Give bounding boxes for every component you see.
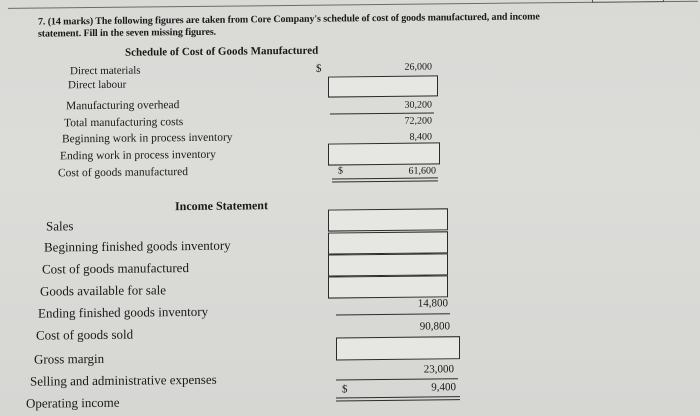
income-value-cogs: 90,800 [419, 320, 450, 333]
schedule-label-direct-labour: Direct labour [68, 78, 127, 92]
corner-tab [592, 0, 664, 3]
ending-fg-rule [336, 313, 450, 316]
beginning-fg-answer-box[interactable] [328, 231, 448, 254]
schedule-value-direct-materials: 26,000 [404, 61, 432, 73]
sales-answer-box[interactable] [328, 208, 448, 231]
question-line-1: 7. (14 marks) The following figures are taken from Core Company's schedule of cost of goods manufactured, and income [38, 11, 540, 28]
schedule-currency-cogm: $ [338, 165, 343, 177]
schedule-value-total-manufacturing-costs: 72,200 [404, 115, 432, 127]
cogm-double-rule-top [332, 177, 438, 180]
schedule-label-manufacturing-overhead: Manufacturing overhead [66, 99, 180, 113]
income-currency-operating-income: $ [342, 383, 348, 396]
income-statement-title: Income Statement [175, 198, 268, 214]
operating-income-double-rule-bottom [336, 399, 460, 402]
schedule-value-beginning-wip: 8,400 [409, 131, 432, 143]
gross-margin-answer-box[interactable] [336, 336, 460, 360]
overhead-subtotal-rule [330, 112, 434, 114]
schedule-currency-direct-materials: $ [316, 62, 322, 75]
income-label-cogm: Cost of goods manufactured [42, 260, 189, 277]
schedule-value-manufacturing-overhead: 30,200 [404, 99, 432, 111]
income-value-selling-admin: 23,000 [423, 363, 454, 376]
income-label-operating-income: Operating income [26, 394, 120, 411]
cogm-double-rule-bottom [332, 180, 438, 183]
schedule-label-beginning-wip: Beginning work in process inventory [62, 131, 233, 146]
income-label-cogs: Cost of goods sold [36, 326, 134, 343]
income-label-selling-admin: Selling and administrative expenses [30, 371, 217, 389]
schedule-value-cogm: 61,600 [408, 165, 436, 177]
schedule-label-total-manufacturing-costs: Total manufacturing costs [64, 116, 184, 130]
schedule-label-ending-wip: Ending work in process inventory [60, 148, 216, 163]
income-label-ending-fg: Ending finished goods inventory [38, 303, 209, 321]
income-value-ending-fg: 14,800 [417, 297, 448, 310]
income-value-operating-income: 9,400 [431, 381, 456, 394]
income-label-gross-margin: Gross margin [34, 350, 105, 367]
income-label-goods-available: Goods available for sale [40, 282, 166, 299]
ending-wip-answer-box[interactable] [328, 142, 440, 165]
goods-available-answer-box[interactable] [328, 275, 448, 298]
direct-labour-answer-box[interactable] [328, 75, 438, 97]
schedule-title: Schedule of Cost of Goods Manufactured [125, 44, 319, 59]
schedule-label-direct-materials: Direct materials [70, 64, 141, 78]
income-label-sales: Sales [46, 218, 74, 234]
income-label-beginning-fg: Beginning finished goods inventory [44, 237, 231, 255]
income-cogm-answer-box[interactable] [328, 253, 448, 276]
question-line-2: statement. Fill in the seven missing figures. [38, 26, 217, 40]
schedule-label-cogm: Cost of goods manufactured [58, 166, 188, 180]
